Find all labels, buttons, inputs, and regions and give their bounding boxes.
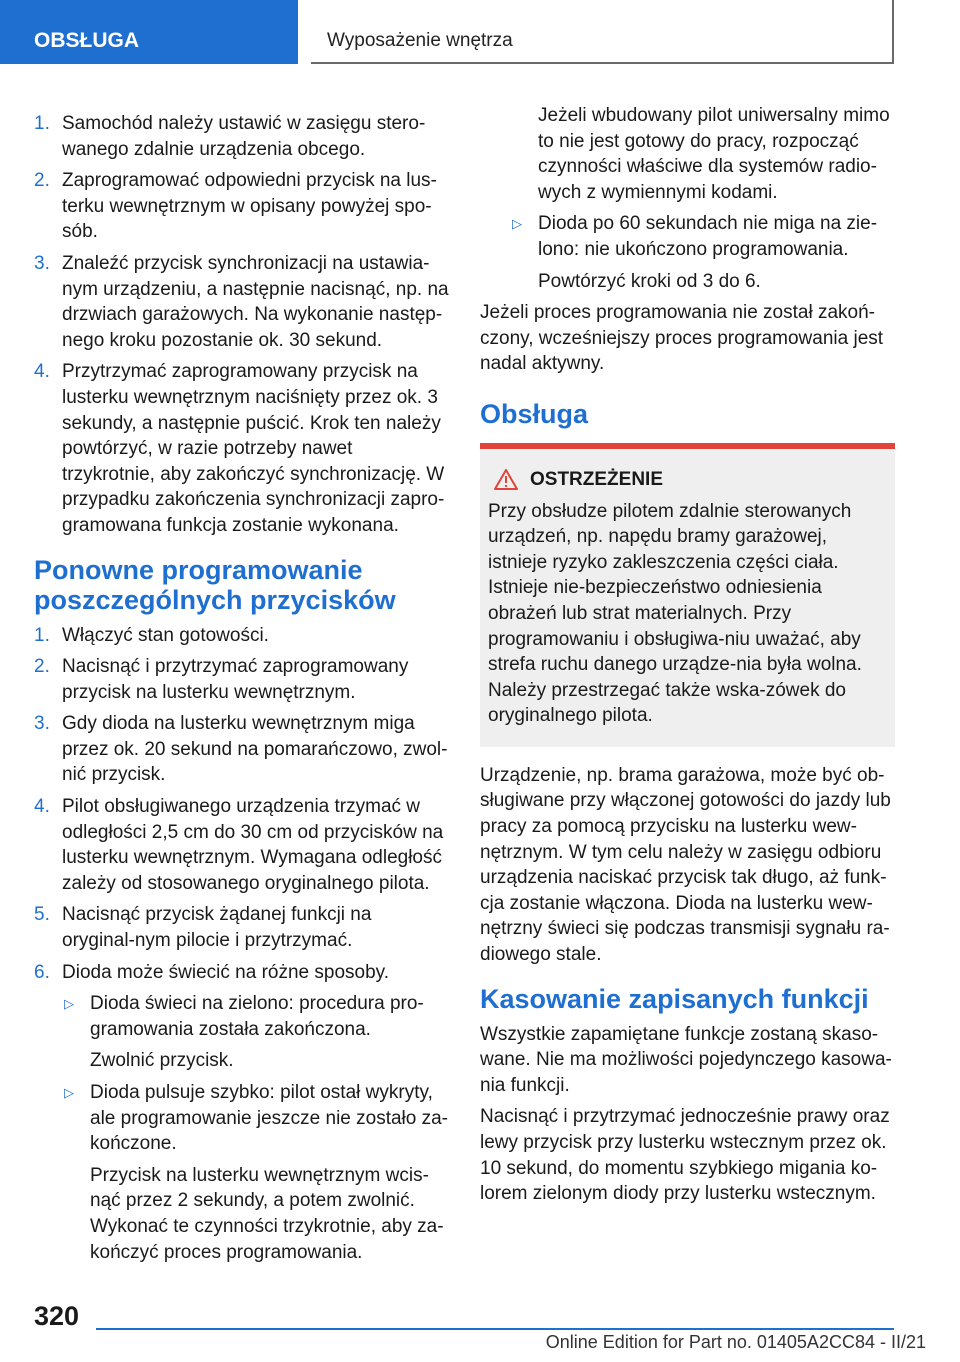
warning-title: OSTRZEŻENIE <box>488 467 881 493</box>
sub-note: Przycisk na lusterku wewnętrznym wcis-nąć przez 2 sekundy, a potem zwolnić. Wykonać te czynności trzykrotnie, aby za-kończyć proces programowania. <box>90 1164 444 1263</box>
page-number: 320 <box>34 1301 80 1331</box>
list-item: 1. Włączyć stan gotowości. <box>34 624 269 646</box>
list-item: 2. Nacisnąć i przytrzymać zaprogramowany przycisk na lusterku wewnętrznym. <box>34 656 409 703</box>
paragraph: Urządzenie, np. brama garażowa, może być ob-sługiwane przy włączonej gotowości do jazdy lub pracy za pomocą przycisku na lusterku wew-nętrznym. W tym celu należy w zasięgu odbioru urządzenia naciskać przycisk tak długo, aż funk-cja zostanie włączona. Dioda na lusterku wew-nętrzny świeci się podczas transmisji sygnału ra-diowego stale. <box>480 764 891 966</box>
list-item: 6. Dioda może świecić na różne sposoby. <box>34 961 390 983</box>
sub-list-item: ▷ Dioda po 60 sekundach nie miga na zie-lono: nie ukończono programowania. <box>512 213 878 260</box>
header-topic-box <box>311 0 894 64</box>
warning-triangle-icon <box>494 469 518 490</box>
sub-note: Powtórzyć kroki od 3 do 6. <box>538 270 761 292</box>
paragraph: Wszystkie zapamiętane funkcje zostaną skaso-wane. Nie ma możliwości pojedynczego kasowa-nia funkcji. <box>480 1023 892 1096</box>
footer-edition: Online Edition for Part no. 01405A2CC84 - II/21 <box>545 1332 926 1352</box>
header-section-tab <box>0 0 298 64</box>
left-column <box>34 111 449 1271</box>
paragraph: Jeżeli proces programowania nie został zakoń-czony, wcześniejszy proces programowania jest nadal aktywny. <box>480 302 884 375</box>
paragraph: Nacisnąć i przytrzymać jednocześnie prawy oraz lewy przycisk przy lusterku wstecznym przez ok. 10 sekund, do momentu szybkiego migania ko-lorem zielonym diody przy lusterku wstecznym. <box>480 1106 890 1205</box>
list-item: 3. Znaleźć przycisk synchronizacji na ustawia-nym urządzeniu, a następnie nacisnąć, np. na drzwiach garażowych. Na wykonanie następ-nego kroku pozostanie ok. 30 sekund. <box>34 252 449 351</box>
sub-list-item: ▷ Dioda pulsuje szybko: pilot ostał wykryty, ale programowanie jeszcze nie zostało za-kończone. <box>64 1082 449 1155</box>
list-item: 4. Pilot obsługiwanego urządzenia trzymać w odległości 2,5 cm do 30 cm od przycisków na lusterku wewnętrznym. Wymagana odległość zależy od stosowanego oryginalnego pilota. <box>34 796 444 894</box>
list-item: 1. Samochód należy ustawić w zasięgu stero-wanego zdalnie urządzenia obcego. <box>34 113 426 160</box>
header-section-label: OBSŁUGA <box>34 29 139 52</box>
list-item: 3. Gdy dioda na lusterku wewnętrznym miga przez ok. 20 sekund na pomarańczowo, zwol-nić przycisk. <box>34 713 448 786</box>
warning-text: Przy obsłudze pilotem zdalnie sterowanych urządzeń, np. napędu bramy garażowej, istnieje ryzyko zakleszczenia części ciała. Istnieje nie-bezpieczeństwo odniesienia obrażeń lub strat materialnych. Przy programowaniu i obsługiwa-niu uważać, aby strefa ruchu danego urządze-nia była wolna. Należy przestrzegać także wska-zówek do oryginalnego pilota. <box>488 500 862 727</box>
triangle-right-icon: ▷ <box>512 216 522 232</box>
list-item: 2. Zaprogramować odpowiedni przycisk na lus-terku wewnętrznym w opisany powyżej spo-sób. <box>34 170 437 243</box>
warning-box <box>480 443 895 747</box>
sub-list-item: ▷ Dioda świeci na zielono: procedura pro-gramowania została zakończona. <box>64 993 424 1040</box>
header-topic-label: Wyposażenie wnętrza <box>327 30 513 51</box>
section-heading-kasowanie: Kasowanie zapisanych funkcji <box>480 983 869 1014</box>
triangle-right-icon: ▷ <box>64 996 74 1012</box>
sub-note: Zwolnić przycisk. <box>90 1050 234 1072</box>
continued-note: Jeżeli wbudowany pilot uniwersalny mimo to nie jest gotowy do pracy, rozpocząć czynności właściwe dla systemów radio-wych z wymiennymi kodami. <box>538 105 890 203</box>
right-column <box>480 103 895 1213</box>
list-item: 5. Nacisnąć przycisk żądanej funkcji na oryginal-nym pilocie i przytrzymać. <box>34 904 372 952</box>
footer-divider <box>96 1328 894 1330</box>
section-heading-reprogram: Ponowne programowanie poszczególnych przycisków <box>34 554 396 615</box>
triangle-right-icon: ▷ <box>64 1085 74 1100</box>
section-heading-obsluga: Obsługa <box>480 398 589 429</box>
list-item: 4. Przytrzymać zaprogramowany przycisk na lusterku wewnętrznym naciśnięty przez ok. 3 sekundy, a następnie puścić. Krok ten należy powtórzyć, w razie potrzeby nawet trzykrotnie, aby zakończyć synchronizację. W przypadku zakończenia synchronizacji zapro-gramowana funkcja zostanie wykonana. <box>34 361 445 536</box>
